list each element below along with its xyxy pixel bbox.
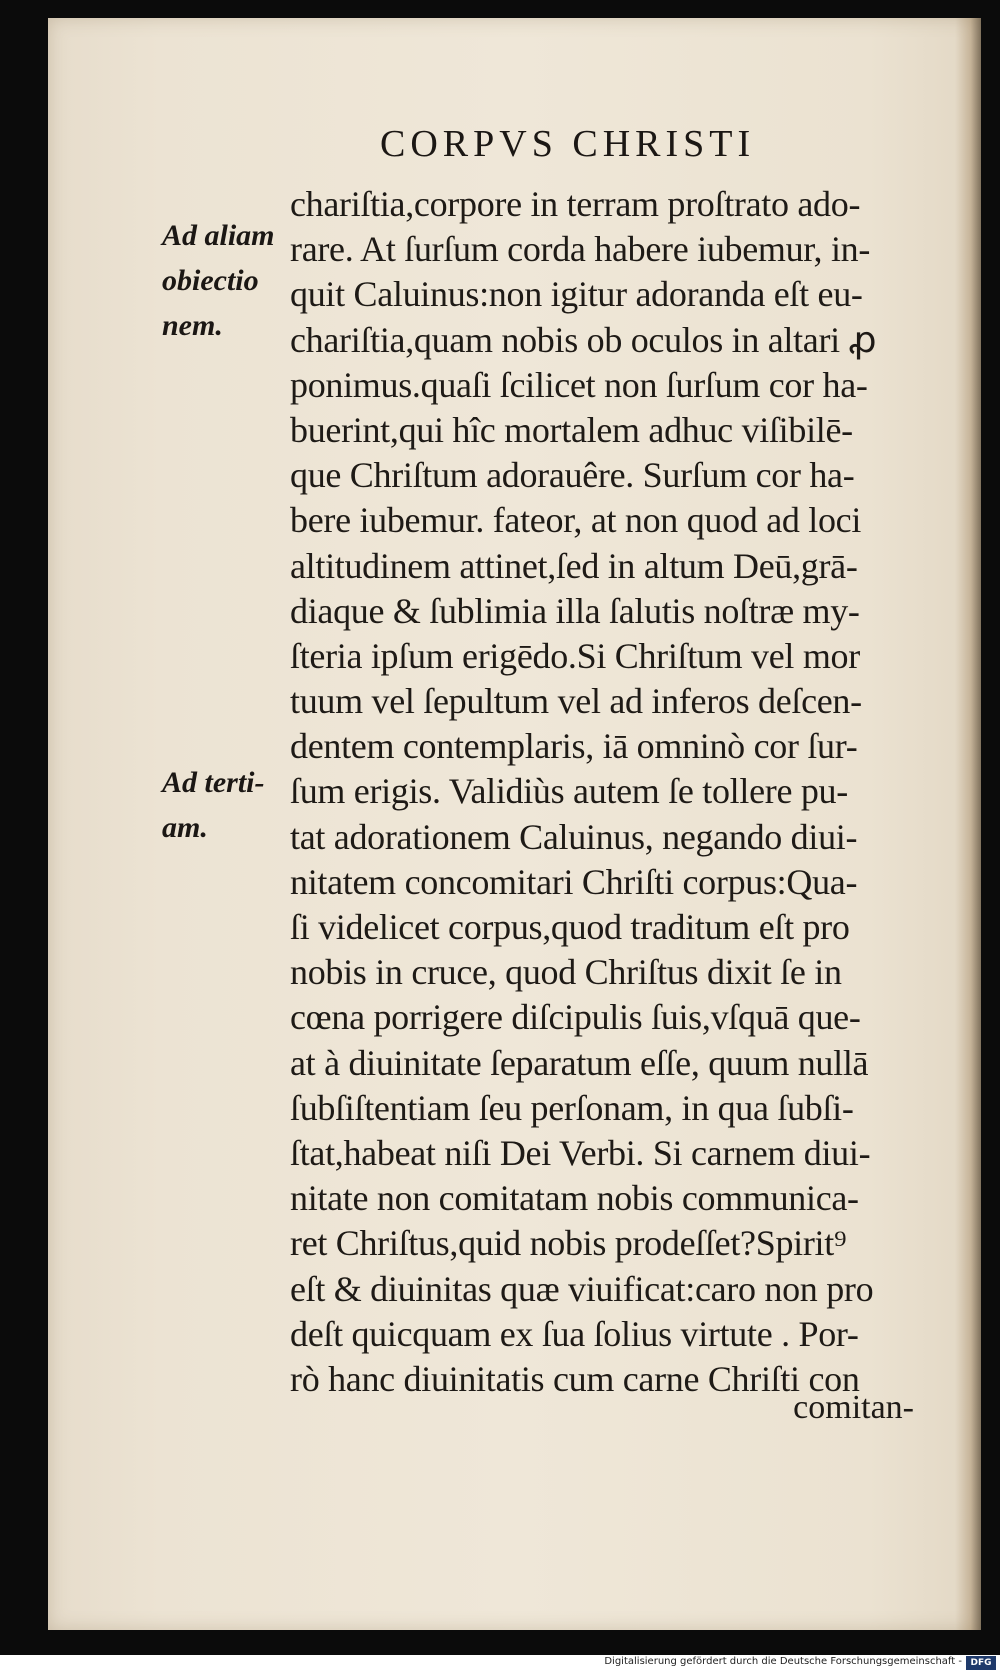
text-line: tuum vel ſepultum vel ad inferos deſcen-: [290, 681, 862, 722]
text-line: que Chriſtum adorauêre. Surſum cor ha-: [290, 455, 855, 496]
text-line: ſi videlicet corpus,quod traditum eſt pro: [290, 907, 850, 947]
text-line: ponimus.quaſi ſcilicet non ſurſum cor ha-: [290, 364, 868, 405]
text-line: ſubſiſtentiam ſeu perſonam, in qua ſubſi-: [290, 1087, 854, 1128]
text-line: diaque & ſublimia illa ſalutis noſtræ my-: [290, 590, 860, 631]
margin-note-2: [162, 760, 287, 850]
text-line: quit Caluinus:non igitur adoranda eſt eu-: [290, 274, 863, 315]
text-line: ſum erigis. Validiùs autem ſe tollere pu-: [290, 771, 848, 812]
text-line: nitatem concomitari Chriſti corpus:Qua-: [290, 861, 858, 902]
text-line: cœna porrigere diſcipulis ſuis,vſquā que-: [290, 997, 861, 1038]
margin-note-1: [162, 213, 287, 348]
catchword: comitan-: [793, 1389, 914, 1426]
text-line: nobis in cruce, quod Chriſtus dixit ſe in: [290, 952, 842, 993]
text-line: at à diuinitate ſeparatum eſſe, quum nullā: [290, 1042, 869, 1083]
text-line: dentem contemplaris, iā omninò cor ſur-: [290, 726, 858, 767]
text-line: ret Chriſtus,quid nobis prodeſſet?Spirit⁹: [290, 1223, 847, 1264]
text-line: chariſtia,quam nobis ob oculos in altari ꝓ: [290, 319, 877, 360]
text-line: ſtat,habeat niſi Dei Verbi. Si carnem diui-: [290, 1132, 871, 1173]
running-head: CORPVS CHRISTI: [380, 123, 756, 165]
text-line: deſt quicquam ex ſua ſolius virtute . Por-: [290, 1313, 859, 1354]
margin-note-line: obiectio: [162, 264, 259, 297]
text-line: altitudinem attinet,ſed in altum Deū,grā-: [290, 545, 858, 586]
margin-note-line: Ad terti-: [162, 766, 265, 799]
digitization-footer: [0, 1655, 1000, 1673]
body-text: [290, 182, 970, 1402]
margin-note-line: am.: [162, 811, 208, 844]
margin-note-line: nem.: [162, 309, 223, 342]
text-line: rare. At ſurſum corda habere iubemur, in-: [290, 229, 871, 270]
text-line: bere iubemur. fateor, at non quod ad loci: [290, 500, 862, 541]
dfg-logo-icon: DFG: [966, 1656, 996, 1670]
text-line: buerint,qui hîc mortalem adhuc viſibilē-: [290, 409, 853, 450]
footer-credit: Digitalisierung gefördert durch die Deutsche Forschungsgemeinschaft -: [604, 1656, 962, 1667]
text-line: nitate non comitatam nobis communica-: [290, 1178, 859, 1219]
text-line: chariſtia,corpore in terram proſtrato ado-: [290, 184, 861, 224]
text-line: tat adorationem Caluinus, negando diui-: [290, 816, 858, 857]
margin-note-line: Ad aliam: [162, 219, 275, 252]
text-line: ſteria ipſum erigēdo.Si Chriſtum vel mor: [290, 635, 860, 676]
text-line: rò hanc diuinitatis cum carne Chriſti con: [290, 1358, 860, 1399]
text-line: eſt & diuinitas quæ viuificat:caro non pro: [290, 1268, 874, 1309]
